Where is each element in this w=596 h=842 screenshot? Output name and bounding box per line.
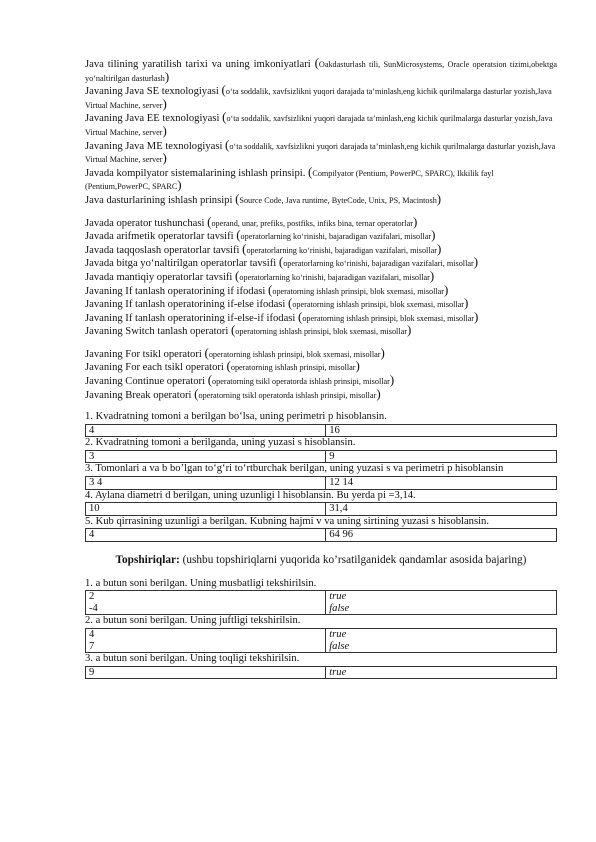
- topic-detail: operatorning ishlash prinsipi, blok sxemasi, misollar: [272, 286, 445, 296]
- input-cell: [86, 666, 326, 679]
- output-value: true: [329, 628, 347, 640]
- topic-detail: operatorlarning ko‘rinishi, bajaradigan vazifalari, misollar: [239, 272, 430, 282]
- output-cell: [326, 666, 557, 679]
- io-table: [85, 666, 557, 680]
- topic-line: [85, 358, 557, 375]
- input-cell: 4: [86, 529, 326, 542]
- topic-line: [85, 136, 557, 167]
- topic-detail: operatorlarning ko‘rinishi, bajaradigan vazifalari, misollar: [246, 245, 437, 255]
- topic-detail: o‘ta soddalik, xavfsizlikni yuqori darajada ta’minlash,eng kichik qurilmalarga dasturlar yozish,Java Virtual Machine, server: [85, 114, 553, 137]
- task-statement: 5. Kub qirrasining uzunligi a berilgan. Kubning hajmi v va uning sirtining yuzasi s hisoblansin.: [85, 515, 489, 527]
- open-paren: (: [226, 358, 231, 374]
- topic-line: [85, 372, 557, 389]
- topic-title: Javaning Java SE texnologiyasi: [85, 86, 222, 98]
- topic-title: Java tilining yaratilish tarixi va uning imkoniyatlari: [85, 59, 315, 70]
- topic-detail: operatorning ishlash prinsipi, blok sxemasi, misollar: [235, 327, 407, 337]
- close-paren: ): [473, 254, 479, 270]
- topic-line: [85, 55, 557, 85]
- input-value: 2: [89, 591, 95, 603]
- open-paren: (: [235, 190, 240, 206]
- topic-title: Javada kompilyator sistemalarining ishlash prinsipi.: [85, 167, 309, 179]
- close-paren: ): [164, 68, 170, 84]
- input-cell: 4: [86, 424, 326, 437]
- table-row: [86, 450, 557, 463]
- close-paren: ): [413, 213, 418, 229]
- open-paren: (: [278, 254, 284, 270]
- close-paren: ): [436, 240, 442, 256]
- io-table: [85, 476, 557, 490]
- output-cell: 9: [326, 450, 557, 463]
- topic-title: Javada taqqoslash operatorlar tavsifi: [85, 244, 243, 256]
- output-cell: 64 96: [326, 529, 557, 542]
- input-cell: 3 4: [86, 476, 326, 489]
- topic-title: Javada operator tushunchasi: [85, 217, 208, 229]
- input-cell: 10: [86, 503, 326, 516]
- topic-title: Javada mantiqiy operatorlar tavsifi: [85, 271, 236, 283]
- topics-section-loops: [85, 344, 557, 402]
- topic-line: [85, 213, 557, 231]
- open-paren: (: [194, 385, 199, 401]
- output-cell: [326, 591, 557, 615]
- topic-detail: Compilyator (Pentium, PowerPC, SPARC), Ikkilik fayl (Pentium,PowerPC, SPARC: [85, 168, 494, 192]
- task-statement: 4. Aylana diametri d berilgan, uning uzunligi l hisoblansin. Bu yerda pi =3,14.: [85, 489, 416, 501]
- topic-line: [85, 281, 557, 299]
- topic-detail: operatorning ishlash prinsipi, misollar: [230, 363, 356, 373]
- topic-detail: Oakdasturlash tili, SunMicrosystems, Oracle operatsion tizimi,obektga yo‘naltirilgan dasturlash: [85, 60, 557, 83]
- input-cell: [86, 591, 326, 615]
- close-paren: ): [162, 122, 167, 138]
- topic-title: Javaning Continue operatori: [85, 376, 208, 388]
- open-paren: (: [236, 227, 241, 243]
- topic-title: Javaning Java ME texnologiyasi: [85, 140, 226, 152]
- topic-detail: operatorning tsikl operatorda ishlash prinsipi, misollar: [198, 390, 377, 400]
- input-cell: [86, 628, 326, 652]
- close-paren: ): [389, 372, 395, 388]
- open-paren: (: [207, 372, 213, 388]
- topic-line: [85, 308, 557, 326]
- topic-detail: operatorning ishlash prinsipi, blok sxemasi, misollar: [292, 300, 465, 310]
- topic-line: [85, 227, 557, 244]
- open-paren: (: [207, 213, 212, 229]
- topics-section-history: [85, 55, 557, 208]
- task-statement: 1. Kvadratning tomoni a berilgan bo‘lsa, uning perimetri p hisoblansin.: [85, 411, 387, 423]
- topic-title: Javada bitga yo‘naltirilgan operatorlar tavsifi: [85, 258, 279, 270]
- assignment-statement: 3. a butun soni berilgan. Uning toqligi tekshirilsin.: [85, 653, 300, 665]
- close-paren: ): [162, 95, 167, 111]
- table-row: [86, 424, 557, 437]
- topic-title: Javaning For tsikl operatori: [85, 348, 205, 360]
- open-paren: (: [222, 109, 227, 125]
- topic-line: [85, 109, 557, 139]
- table-row: [86, 591, 557, 615]
- close-paren: ): [444, 281, 449, 297]
- topics-section-operators: [85, 213, 557, 339]
- io-table: [85, 424, 557, 438]
- topic-line: [85, 385, 557, 403]
- task-statement: 2. Kvadratning tomoni a berilganda, uning yuzasi s hisoblansin.: [85, 437, 356, 449]
- table-row: [86, 628, 557, 652]
- topic-line: [85, 190, 557, 208]
- open-paren: (: [235, 267, 240, 283]
- assignments-heading: Topshiriqlar: (ushbu topshiriqlarni yuqorida ko’rsatilganidek qandamlar asosida bajaring): [115, 553, 527, 566]
- topic-detail: Source Code, Java runtime, ByteCode, Unix, PS, Macintosh: [239, 195, 437, 205]
- open-paren: (: [230, 322, 236, 338]
- topic-title: Javaning Break operatori: [85, 389, 195, 401]
- table-row: [86, 666, 557, 679]
- assignment-statement: 2. a butun soni berilgan. Uning juftligi tekshirilsin.: [85, 615, 301, 627]
- open-paren: (: [314, 55, 319, 70]
- topic-line: [85, 322, 557, 339]
- close-paren: ): [162, 150, 167, 166]
- topic-detail: o‘ta soddalik, xavfsizlikni yuqori darajada ta’minlash,eng kichik qurilmalarga dasturlar yozish,Java Virtual Machine, server: [85, 141, 556, 165]
- open-paren: (: [297, 308, 303, 324]
- topic-detail: o‘ta soddalik, xavfsizlikni yuqori darajada ta’minlash,eng kichik qurilmalarga dasturlar yozish,Java Virtual Machine, server: [85, 87, 552, 110]
- io-table: [85, 502, 557, 516]
- open-paren: (: [225, 136, 230, 152]
- topic-line: [85, 82, 557, 112]
- topic-title: Javaning If tanlash operatorining if-else ifodasi: [85, 299, 288, 311]
- topic-line: [85, 267, 557, 285]
- open-paren: (: [287, 295, 293, 311]
- close-paren: ): [429, 267, 435, 283]
- close-paren: ): [177, 177, 182, 193]
- io-table: [85, 528, 557, 542]
- input-value: 9: [89, 666, 95, 678]
- input-value: -4: [89, 602, 98, 614]
- topic-title: Java dasturlarining ishlash prinsipi: [85, 194, 236, 206]
- topic-detail: operatorlarning ko‘rinishi, bajaradigan vazifalari, misollar: [283, 259, 474, 269]
- task-statement: 3. Tomonlari a va b bo’lgan to‘g‘ri to‘rtburchak berilgan, uning yuzasi s va perimetri p hisoblansin: [85, 463, 504, 475]
- output-cell: [326, 628, 557, 652]
- topic-detail: operatorning tsikl operatorda ishlash prinsipi, misollar: [212, 377, 390, 387]
- output-cell: 12 14: [326, 476, 557, 489]
- io-table: [85, 628, 557, 653]
- topic-detail: operand, unar, prefiks, postfiks, infiks bina, ternar operatorlar: [211, 218, 414, 228]
- table-row: [86, 476, 557, 489]
- open-paren: (: [268, 281, 273, 297]
- output-value: true: [329, 666, 347, 678]
- table-row: [86, 529, 557, 542]
- table-row: [86, 503, 557, 516]
- topic-detail: operatorlarning ko‘rinishi, bajaradigan vazifalari, misollar: [240, 232, 432, 242]
- input-cell: 3: [86, 450, 326, 463]
- output-value: true: [329, 591, 347, 603]
- output-cell: 31,4: [326, 503, 557, 516]
- close-paren: ): [431, 227, 436, 243]
- tasks-section: [85, 411, 557, 541]
- io-table: [85, 450, 557, 464]
- topic-line: [85, 254, 557, 271]
- input-value: 7: [89, 640, 95, 652]
- topic-detail: operatorning ishlash prinsipi, blok sxemasi, misollar: [208, 349, 381, 359]
- topic-title: Javaning Java EE texnologiyasi: [85, 113, 223, 125]
- close-paren: ): [380, 344, 385, 360]
- topic-detail: operatorning ishlash prinsipi, blok sxemasi, misollar: [302, 313, 475, 323]
- topic-title: Javaning Switch tanlash operatori: [85, 326, 231, 338]
- close-paren: ): [355, 358, 360, 374]
- topic-title: Javaning If tanlash operatorining if-else-if ifodasi: [85, 312, 298, 324]
- open-paren: (: [221, 82, 226, 98]
- topic-line: [85, 240, 557, 258]
- assignments-section: [85, 578, 557, 679]
- open-paren: (: [308, 163, 313, 179]
- topic-title: Javaning If tanlash operatorining if ifodasi: [85, 285, 268, 297]
- output-value: false: [329, 640, 350, 652]
- open-paren: (: [242, 240, 247, 256]
- close-paren: ): [464, 295, 469, 311]
- topic-title: Javada arifmetik operatorlar tavsifi: [85, 231, 237, 243]
- close-paren: ): [406, 322, 412, 338]
- output-cell: 16: [326, 424, 557, 437]
- open-paren: (: [204, 344, 209, 360]
- close-paren: ): [376, 385, 381, 401]
- close-paren: ): [474, 308, 479, 324]
- topic-line: [85, 295, 557, 312]
- topic-line: [85, 163, 557, 194]
- output-value: false: [329, 602, 350, 614]
- io-table: [85, 590, 557, 615]
- topic-title: Javaning For each tsikl operatori: [85, 362, 227, 374]
- input-value: 4: [89, 628, 95, 640]
- assignment-statement: 1. a butun soni berilgan. Uning musbatligi tekshirilsin.: [85, 577, 317, 589]
- document-page: [85, 55, 557, 679]
- close-paren: ): [436, 190, 442, 206]
- topic-line: [85, 344, 557, 362]
